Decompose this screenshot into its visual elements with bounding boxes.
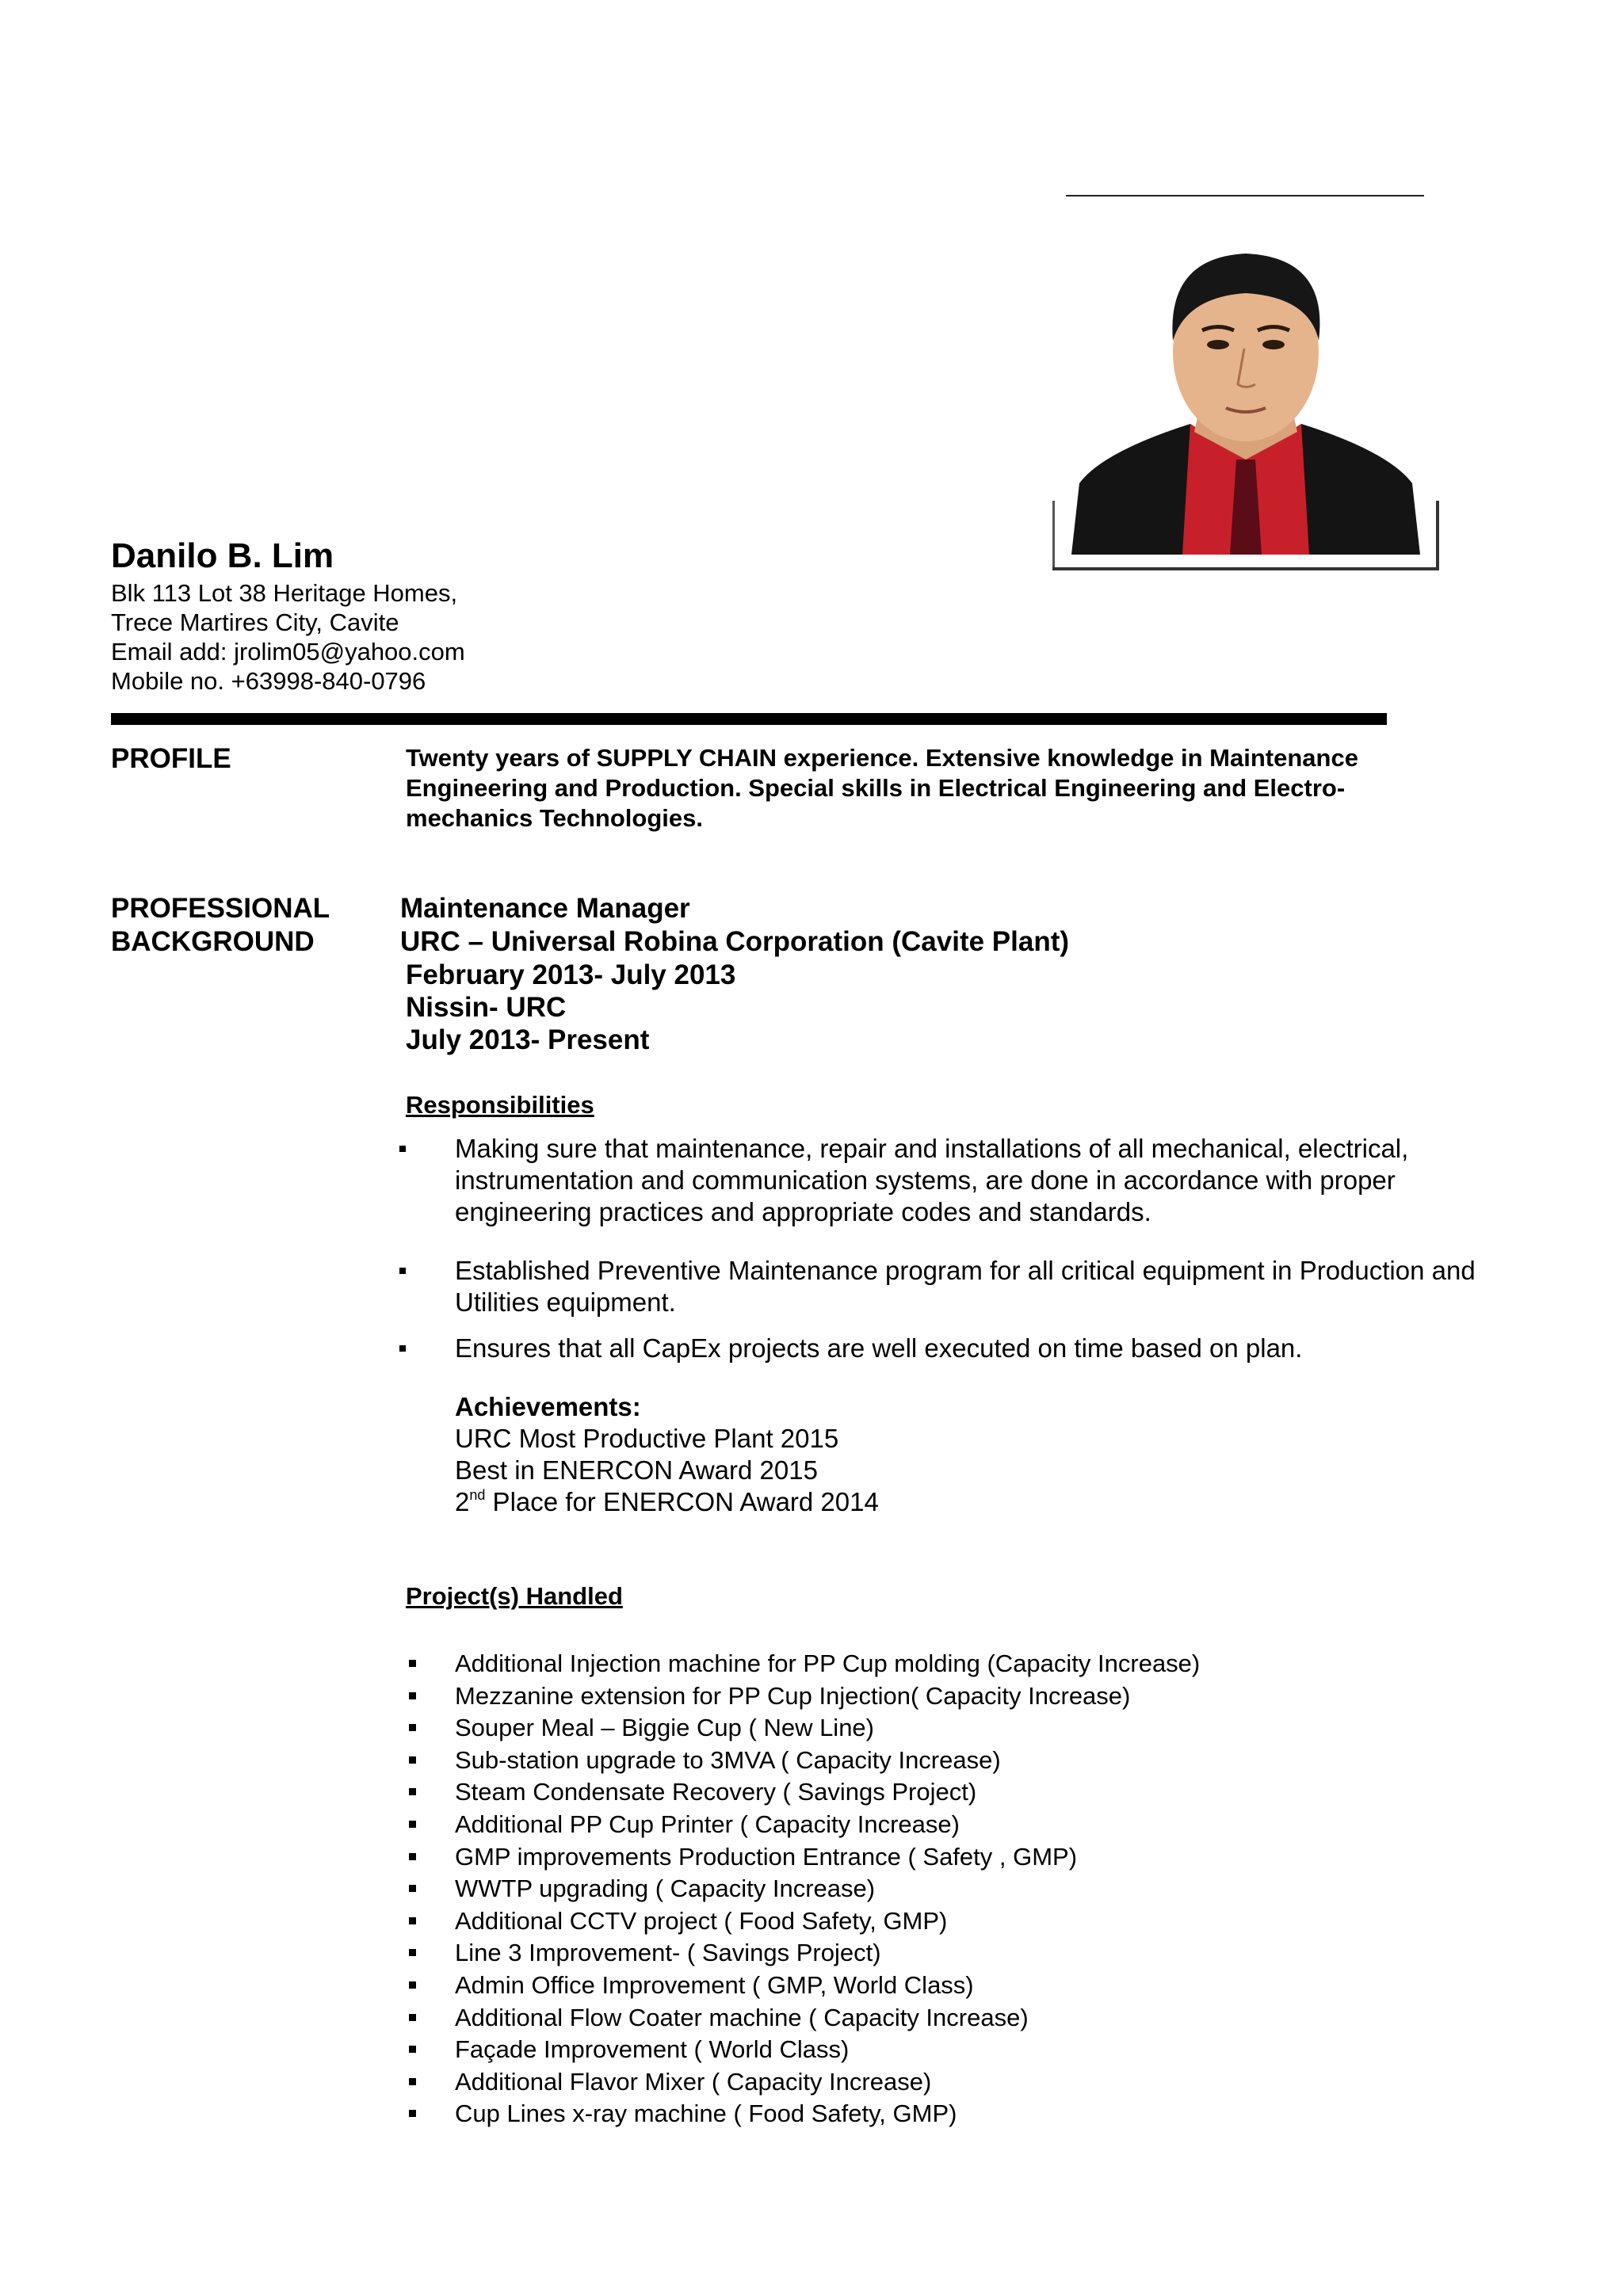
profile-label: PROFILE	[111, 743, 231, 774]
responsibility-item: Established Preventive Maintenance program for all critical equipment in Production and Utilities equipment.	[399, 1255, 1477, 1320]
bullet-icon	[399, 1146, 406, 1152]
achievement-item: URC Most Productive Plant 2015	[455, 1424, 839, 1453]
achievement-item: Best in ENERCON Award 2015	[455, 1455, 818, 1485]
candidate-name: Danilo B. Lim	[111, 536, 334, 575]
company-name: URC – Universal Robina Corporation (Cavite Plant)	[400, 926, 1070, 957]
employment-period-2: July 2013- Present	[406, 1024, 650, 1055]
bullet-icon	[409, 1724, 416, 1731]
company-name-2: Nissin- URC	[406, 992, 567, 1023]
responsibility-item: Ensures that all CapEx projects are well executed on time based on plan.	[399, 1333, 1477, 1366]
profile-summary: Twenty years of SUPPLY CHAIN experience. Extensive knowledge in Maintenance Engineering and Production. Special skills in Electrical Engineering and Electro-mechanics Technologies.	[406, 744, 1358, 832]
bullet-icon	[409, 1692, 416, 1699]
bullet-icon	[409, 1853, 416, 1860]
achievements-block	[455, 1391, 879, 1518]
portrait-image	[1071, 222, 1420, 555]
background-label-line2: BACKGROUND	[111, 926, 315, 957]
background-label-line1: PROFESSIONAL	[111, 893, 330, 924]
achievements-title: Achievements:	[455, 1392, 641, 1421]
section-divider	[111, 713, 1387, 725]
profile-photo	[1052, 222, 1439, 570]
signature-line	[1066, 195, 1424, 196]
bullet-icon	[409, 1981, 416, 1989]
bullet-icon	[409, 2014, 416, 2021]
bullet-icon	[409, 1660, 416, 1667]
bullet-icon	[409, 2110, 416, 2117]
job-title: Maintenance Manager	[400, 893, 690, 924]
bullet-icon	[409, 2046, 416, 2053]
address-line-1: Blk 113 Lot 38 Heritage Homes,	[111, 579, 458, 607]
mobile-line: Mobile no. +63998-840-0796	[111, 667, 426, 695]
bullet-icon	[399, 1345, 406, 1352]
bullet-icon	[409, 1756, 416, 1764]
bullet-icon	[409, 1917, 416, 1924]
achievement-item: 2nd Place for ENERCON Award 2014	[455, 1487, 879, 1516]
responsibilities-heading: Responsibilities	[406, 1091, 594, 1119]
bullet-icon	[399, 1268, 406, 1274]
responsibility-item: Making sure that maintenance, repair and installations of all mechanical, electrical, instrumentation and communication systems, are done in accordance with proper engineering practices and appropriate codes and standards.	[399, 1133, 1477, 1231]
address-line-2: Trece Martires City, Cavite	[111, 608, 399, 636]
email-line: Email add: jrolim05@yahoo.com	[111, 638, 465, 666]
bullet-icon	[409, 1949, 416, 1956]
projects-heading: Project(s) Handled	[406, 1582, 623, 1610]
bullet-icon	[409, 2078, 416, 2085]
bullet-icon	[409, 1821, 416, 1828]
bullet-icon	[409, 1885, 416, 1892]
employment-period-1: February 2013- July 2013	[406, 959, 736, 990]
bullet-icon	[409, 1788, 416, 1795]
